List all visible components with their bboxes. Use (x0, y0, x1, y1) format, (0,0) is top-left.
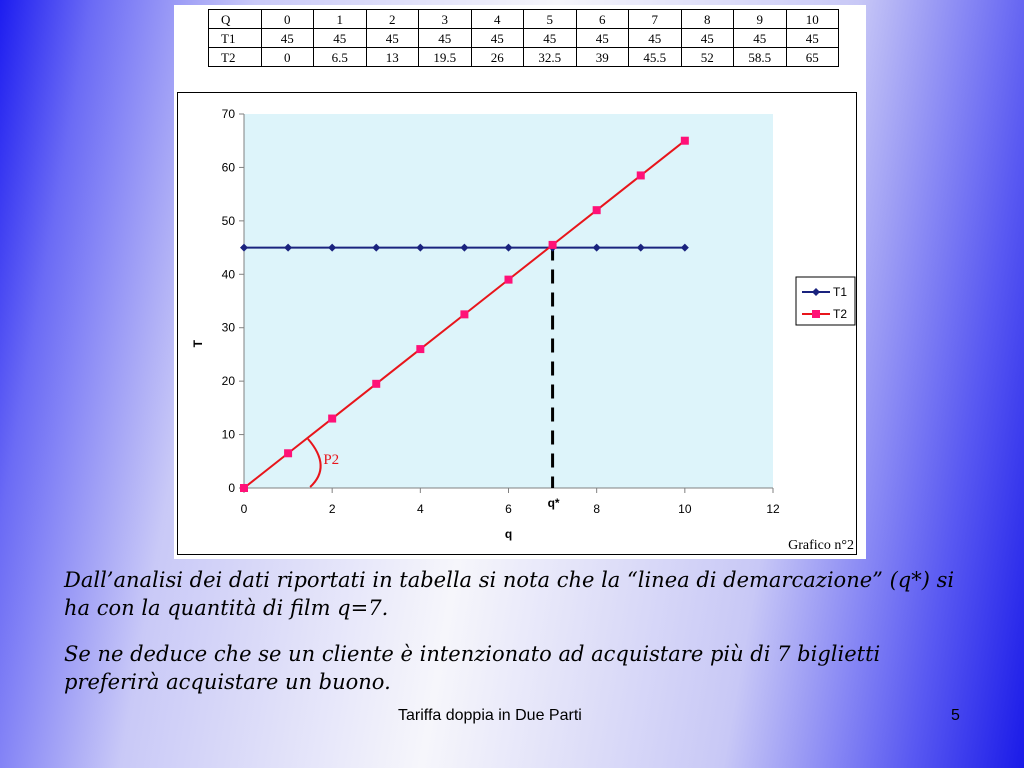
table-cell: 5 (524, 10, 577, 29)
table-cell: 39 (576, 48, 629, 67)
figure-label: Grafico n°2 (788, 538, 854, 553)
table-cell: 52 (681, 48, 734, 67)
table-cell: 65 (786, 48, 839, 67)
qstar-label: q* (547, 496, 560, 510)
x-tick-label: 12 (766, 502, 780, 516)
data-point-t2 (240, 484, 248, 492)
data-point-t2 (460, 310, 468, 318)
table-cell: 45 (314, 29, 367, 48)
table-cell: 1 (314, 10, 367, 29)
data-table (208, 9, 839, 67)
y-tick-label: 60 (221, 160, 235, 175)
table-row (209, 48, 839, 67)
y-tick-label: 50 (221, 213, 235, 228)
table-cell: 45 (524, 29, 577, 48)
y-tick-label: 30 (221, 320, 235, 335)
x-tick-label: 6 (505, 502, 512, 516)
table-cell: 45 (576, 29, 629, 48)
y-axis-label: T (191, 340, 205, 348)
caption-paragraph-2: Se ne deduce che se un cliente è intenzionato ad acquistare più di 7 biglietti preferirà acquistare un buono. (64, 642, 881, 694)
table-cell: 45 (261, 29, 314, 48)
table-cell: 10 (786, 10, 839, 29)
y-tick-label: 70 (221, 107, 235, 121)
table-row-label: T2 (209, 48, 262, 67)
table-cell: 6.5 (314, 48, 367, 67)
data-point-t2 (505, 276, 513, 284)
table-cell: 45 (734, 29, 787, 48)
x-tick-label: 4 (416, 502, 424, 516)
table-cell: 45.5 (629, 48, 682, 67)
caption-paragraph-1: Dall’analisi dei dati riportati in tabella si nota che la “linea di demarcazione” (q*) si ha con la quantità di film q=7. (64, 568, 955, 620)
table-cell: 26 (471, 48, 524, 67)
table-row-label: T1 (209, 29, 262, 48)
table-cell: 9 (734, 10, 787, 29)
table-cell: 0 (261, 10, 314, 29)
table-cell: 45 (419, 29, 472, 48)
y-tick-label: 10 (221, 427, 235, 442)
y-tick-label: 20 (221, 374, 235, 389)
x-tick-label: 0 (240, 502, 248, 516)
data-point-t2 (549, 241, 557, 249)
table-cell: 2 (366, 10, 419, 29)
table-cell: 45 (366, 29, 419, 48)
table-cell: 13 (366, 48, 419, 67)
legend-label: T2 (833, 307, 848, 321)
legend-marker-t2 (812, 310, 820, 318)
data-point-t2 (284, 449, 292, 457)
table-cell: 45 (471, 29, 524, 48)
table-cell: 6 (576, 10, 629, 29)
y-tick-label: 40 (221, 267, 235, 282)
data-point-t2 (593, 206, 601, 214)
table-row (209, 29, 839, 48)
table-cell: 4 (471, 10, 524, 29)
table-cell: 0 (261, 48, 314, 67)
chart-frame (177, 92, 857, 555)
table-cell: 8 (681, 10, 734, 29)
table-cell: 7 (629, 10, 682, 29)
table-cell: 19.5 (419, 48, 472, 67)
table-cell: 32.5 (524, 48, 577, 67)
table-cell: 45 (786, 29, 839, 48)
data-point-t2 (637, 171, 645, 179)
page-number: 5 (951, 707, 960, 724)
table-cell: 45 (629, 29, 682, 48)
data-point-t2 (681, 137, 689, 145)
x-tick-label: 10 (678, 502, 692, 516)
tariff-line-chart (178, 93, 856, 554)
y-tick-label: 0 (228, 481, 235, 495)
x-tick-label: 2 (328, 502, 336, 516)
table-cell: 45 (681, 29, 734, 48)
table-row (209, 10, 839, 29)
data-point-t2 (416, 345, 424, 353)
footer-title: Tariffa doppia in Due Parti (398, 707, 582, 724)
x-axis-label: q (504, 527, 513, 541)
data-point-t2 (372, 380, 380, 388)
table-cell: 3 (419, 10, 472, 29)
plot-area (244, 114, 773, 488)
data-point-t2 (328, 415, 336, 423)
x-tick-label: 8 (593, 502, 601, 516)
legend-label: T1 (833, 285, 848, 299)
table-row-label: Q (209, 10, 262, 29)
table-cell: 58.5 (734, 48, 787, 67)
angle-label: P2 (323, 451, 340, 468)
